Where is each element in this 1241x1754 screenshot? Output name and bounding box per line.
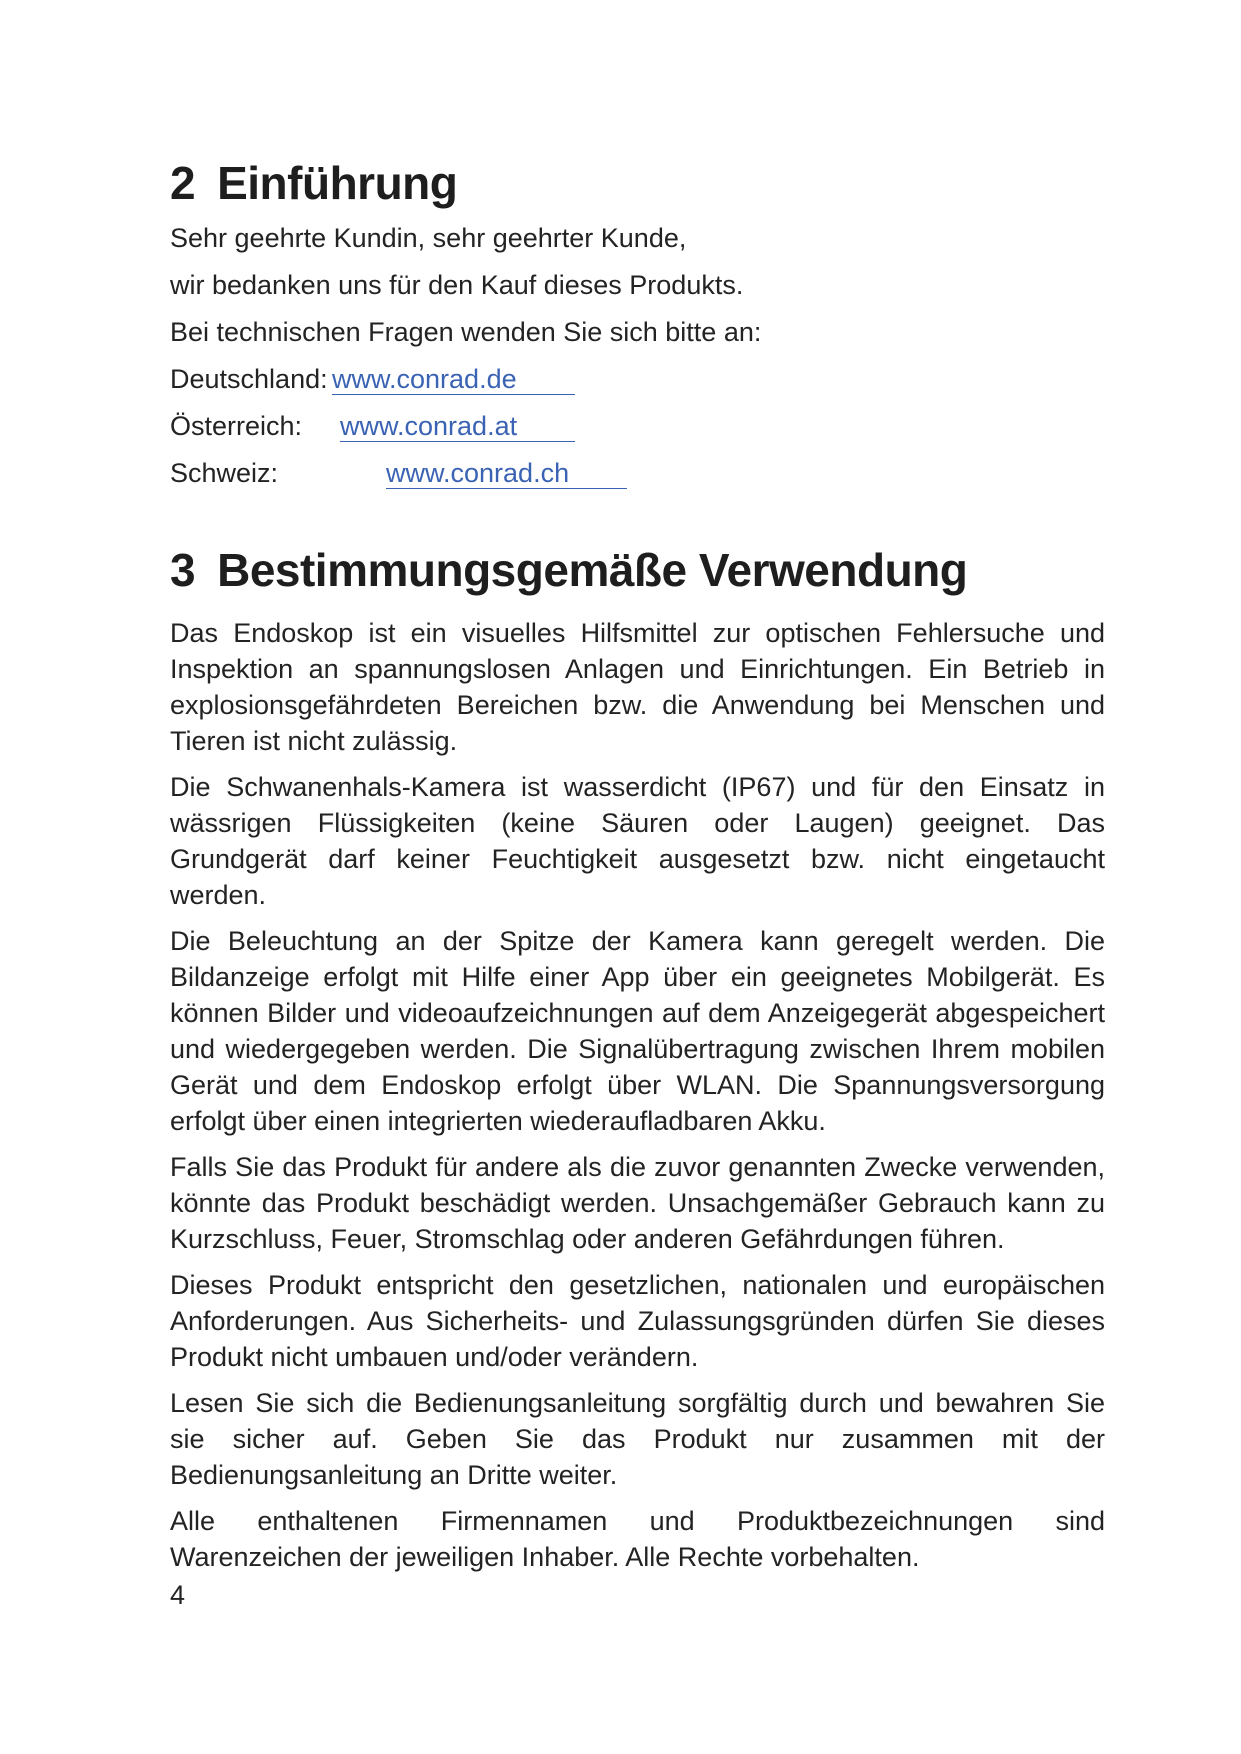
- page-number: 4: [170, 1580, 186, 1610]
- section-einfuehrung: [170, 158, 1105, 491]
- section-3-heading: [170, 545, 1105, 596]
- paragraph-endoskop: Das Endoskop ist ein visuelles Hilfsmittel zur optischen Fehlersuche und Inspektion an spannungslosen Anlagen und Einrichtungen. Ein Betrieb in explosionsgefährdeten Bereichen bzw. die Anwendung bei Menschen und Tieren ist nicht zulässig.: [170, 618, 1105, 757]
- paragraph-beleuchtung: Die Beleuchtung an der Spitze der Kamera kann geregelt werden. Die Bildanzeige erfolgt mit Hilfe einer App über ein geeignetes Mobilgerät. Es können Bilder und videoaufzeichnungen auf dem Anzeigegerät abgespeichert und wiedergegeben werden. Die Signalübertragung zwischen Ihrem mobilen Gerät und dem Endoskop erfolgt über WLAN. Die Spannungsversorgung erfolgt über einen integrierten wiederaufladbaren Akku.: [170, 926, 1105, 1137]
- contact-row-schweiz: [170, 455, 1105, 491]
- section-2-number: 2: [170, 157, 196, 209]
- paragraph-zweck: Falls Sie das Produkt für andere als die zuvor genannten Zwecke verwenden, könnte das Produkt beschädigt werden. Unsachgemäßer Gebrauch kann zu Kurzschluss, Feuer, Stromschlag oder anderen Gefährdungen führen.: [170, 1152, 1105, 1255]
- contact-country: Deutschland:: [170, 363, 328, 394]
- section-2-title: Einführung: [217, 157, 458, 209]
- contact-row-oesterreich: [170, 408, 1105, 444]
- paragraph-bedienungsanleitung: Lesen Sie sich die Bedienungsanleitung sorgfältig durch und bewahren Sie sie sicher auf. Geben Sie das Produkt nur zusammen mit der Bedienungsanleitung an Dritte weiter.: [170, 1388, 1105, 1491]
- contact-link-conrad-de[interactable]: www.conrad.de: [332, 364, 575, 395]
- greeting-text: Sehr geehrte Kundin, sehr geehrter Kunde,: [170, 222, 687, 253]
- contact-link-conrad-ch[interactable]: www.conrad.ch: [386, 458, 627, 489]
- paragraph-warenzeichen: Alle enthaltenen Firmennamen und Produktbezeichnungen sind Warenzeichen der jeweiligen Inhaber. Alle Rechte vorbehalten.: [170, 1506, 1105, 1573]
- section-3-title: Bestimmungsgemäße Verwendung: [217, 543, 968, 596]
- paragraph-anforderungen: Dieses Produkt entspricht den gesetzlichen, nationalen und europäischen Anforderungen. Aus Sicherheits- und Zulassungsgründen dürfen Sie dieses Produkt nicht umbauen und/oder verändern.: [170, 1270, 1105, 1373]
- page-content: [170, 158, 1105, 1585]
- contact-country: Österreich:: [170, 410, 303, 441]
- questions-text: Bei technischen Fragen wenden Sie sich bitte an:: [170, 316, 762, 347]
- contact-link-conrad-at[interactable]: www.conrad.at: [340, 411, 575, 442]
- section-2-heading: [170, 158, 1105, 209]
- contact-row-deutschland: [170, 361, 1105, 397]
- contact-country: Schweiz:: [170, 457, 279, 488]
- paragraph-schwanenhals: Die Schwanenhals-Kamera ist wasserdicht (IP67) und für den Einsatz in wässrigen Flüssigkeiten (keine Säuren oder Laugen) geeignet. Das Grundgerät darf keiner Feuchtigkeit ausgesetzt bzw. nicht eingetaucht werden.: [170, 772, 1105, 911]
- section-bestimmungsgemaesse-verwendung: [170, 545, 1105, 1576]
- thanks-text: wir bedanken uns für den Kauf dieses Produkts.: [170, 269, 744, 300]
- section-3-number: 3: [170, 543, 196, 596]
